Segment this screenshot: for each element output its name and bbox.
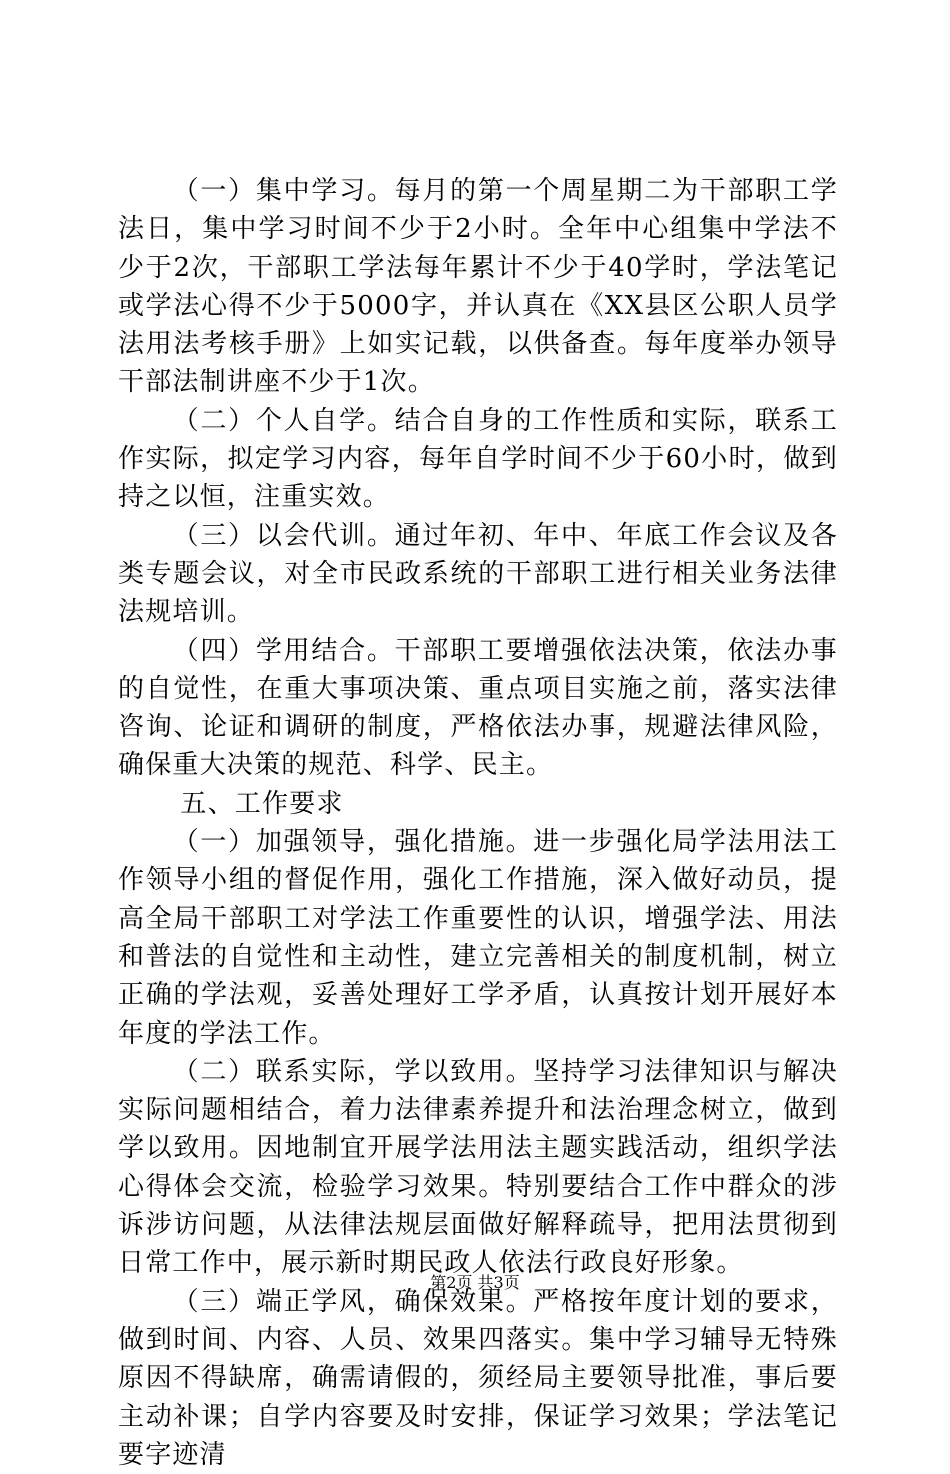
paragraph-requirement-study-style: （三）端正学风，确保效果。严格按年度计划的要求，做到时间、内容、人员、效果四落实。集中学习辅导无特殊原因不得缺席，确需请假的，须经局主要领导批准，事后要主动补课；自学内容要及时安排，保证学习效果；学法笔记要字迹清 [118,1286,838,1470]
paragraph-requirement-practice: （二）联系实际，学以致用。坚持学习法律知识与解决实际问题相结合，着力法律素养提升和法治理念树立，做到学以致用。因地制宜开展学法用法主题实践活动，组织学法心得体会交流，检验学习效果。特别要结合工作中群众的涉诉涉访问题，从法律法规层面做好解释疏导，把用法贯彻到日常工作中，展示新时期民政人依法行政良好形象。 [118,1056,838,1279]
paragraph-requirement-leadership: （一）加强领导，强化措施。进一步强化局学法用法工作领导小组的督促作用，强化工作措施，深入做好动员，提高全局干部职工对学法工作重要性的认识，增强学法、用法和普法的自觉性和主动性，建立完善相关的制度机制，树立正确的学法观，妥善处理好工学矛盾，认真按计划开展好本年度的学法工作。 [118,827,838,1049]
page-footer [0,1273,950,1293]
section-heading: 五、工作要求 [180,788,344,819]
paragraph-study-application: （四）学用结合。干部职工要增强依法决策，依法办事的自觉性，在重大事项决策、重点项目实施之前，落实法律咨询、论证和调研的制度，严格依法办事，规避法律风险，确保重大决策的规范、科学、民主。 [118,635,838,781]
paragraph-self-study: （二）个人自学。结合自身的工作性质和实际，联系工作实际，拟定学习内容，每年自学时间不少于60小时，做到持之以恒，注重实效。 [118,405,838,513]
paragraph-centralized-study: （一）集中学习。每月的第一个周星期二为干部职工学法日，集中学习时间不少于2小时。全年中心组集中学法不少于2次，干部职工学法每年累计不少于40学时，学法笔记或学法心得不少于5000字，并认真在《XX县区公职人员学法用法考核手册》上如实记载，以供备查。每年度举办领导干部法制讲座不少于1次。 [118,176,838,398]
page-number: 第2页 共3页 [430,1273,520,1292]
paragraph-meeting-training: （三）以会代训。通过年初、年中、年底工作会议及各类专题会议，对全市民政系统的干部职工进行相关业务法律法规培训。 [118,520,838,628]
